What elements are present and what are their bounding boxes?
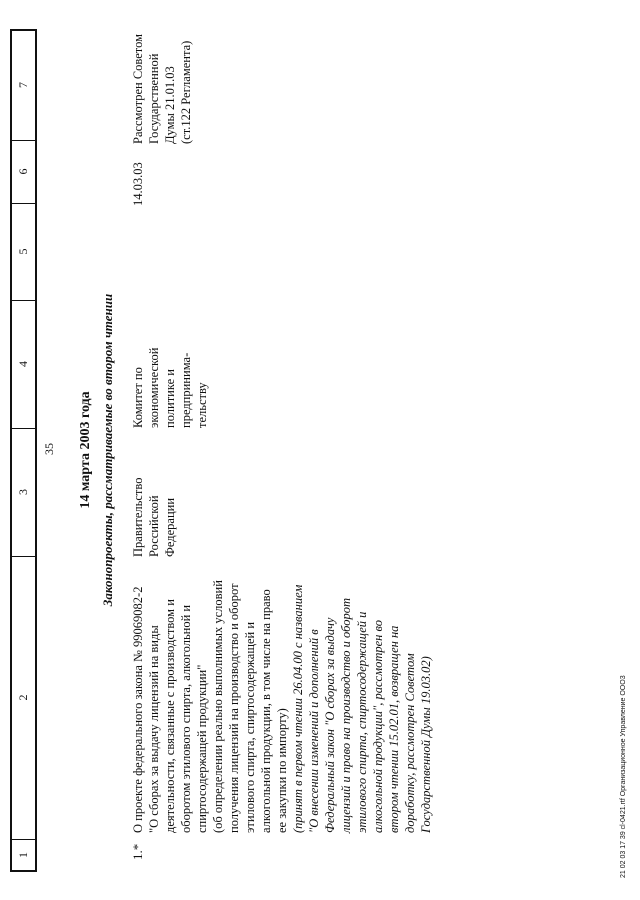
bill-description (130, 575, 434, 833)
note-line: Государственной (147, 53, 161, 144)
description-line: Государственной Думы 19.03.02) (419, 656, 433, 833)
row-number: 1.* (130, 843, 145, 860)
description-line: ее закупки по импорту) (275, 708, 289, 833)
committee-line: предпринима- (179, 352, 193, 428)
description-line: этилового спирта, спиртосодержащей и (243, 621, 257, 833)
header-col-7: 7 (12, 30, 35, 141)
author-line: Правительство (131, 477, 145, 557)
header-col-3: 3 (12, 428, 35, 557)
column-header-table (10, 29, 37, 872)
description-line: (об определении реально выполнимых условий (211, 580, 225, 833)
bill-author (130, 447, 178, 557)
description-line: доработку, рассмотрен Советом (403, 653, 417, 833)
date-title: 14 марта 2003 года (78, 391, 93, 509)
description-line: Федеральный закон "О сборах за выдачу (323, 617, 337, 833)
review-date: 14.03.03 (131, 162, 145, 206)
note-line: (ст.122 Регламента) (179, 40, 193, 144)
page-number: 35 (42, 443, 56, 455)
description-line: деятельности, связанные с производством и (163, 599, 177, 833)
description-line: спиртосодержащей продукции" (195, 664, 209, 833)
description-line: алкогольной продукции, в том числе на право (259, 589, 273, 833)
description-line: "О сборах за выдачу лицензий на виды (147, 625, 161, 833)
note-line: Рассмотрен Советом (131, 33, 145, 144)
header-col-4: 4 (12, 300, 35, 429)
review-note (130, 24, 194, 144)
note-line: Думы 21.01.03 (163, 66, 177, 144)
description-line: алкогольной продукции", рассмотрен во (371, 620, 385, 833)
description-line: втором чтении 15.02.01, возвращен на (387, 625, 401, 833)
description-line: (принят в первом чтении 26.04.00 с названием (291, 584, 305, 833)
author-line: Российской (147, 495, 161, 557)
header-col-1: 1 (16, 852, 30, 858)
header-col-5: 5 (12, 203, 35, 301)
header-col-2: 2 (12, 556, 35, 840)
description-line: этилового спирта, спиртосодержащей и (355, 611, 369, 833)
description-line: лицензий и право на производство и оборот (339, 598, 353, 833)
responsible-committee (130, 308, 210, 428)
description-line: оборотом этилового спирта, алкогольной и (179, 604, 193, 833)
header-col-6: 6 (12, 140, 35, 204)
section-title: Законопроекты, рассматриваемые во втором чтении (100, 293, 115, 607)
document-footer: 21 02 03 17 39 cl-0421.rtf Организационное Управление ООО3 (620, 675, 627, 878)
committee-line: экономической (147, 347, 161, 428)
committee-line: тельству (195, 382, 209, 428)
committee-line: Комитет по (131, 367, 145, 428)
description-line: "О внесении изменений и дополнений в (307, 629, 321, 833)
committee-line: политике и (163, 369, 177, 428)
description-line: получения лицензий на производство и оборот (227, 583, 241, 833)
author-line: Федерации (163, 497, 177, 557)
description-line: О проекте федерального закона № 99069082-2 (131, 586, 145, 833)
